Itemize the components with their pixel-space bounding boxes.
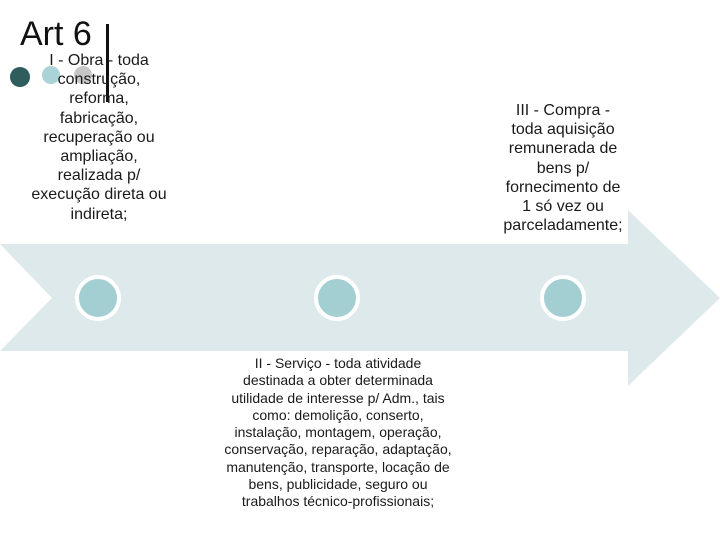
node-text-compra: III - Compra - toda aquisição remunerada de bens p/ fornecimento de 1 só vez ou parceladamente; bbox=[503, 102, 623, 235]
timeline-node-servico bbox=[316, 277, 358, 319]
node-text-servico: II - Serviço - toda atividade destinada a obter determinada utilidade de interesse p/ Adm., tais como: demolição, conserto, instalação, montagem, operação, conservação, reparação, adaptação, manutenção, transporte, locação de bens, publicidade, seguro ou trabalhos técnico-profissionais; bbox=[224, 355, 452, 510]
slide-title: Art 6 bbox=[20, 15, 92, 53]
timeline-node-compra bbox=[542, 277, 584, 319]
timeline-node-obra bbox=[77, 277, 119, 319]
node-text-obra: I - Obra - toda construção, reforma, fabricação, recuperação ou ampliação, realizada p/ execução direta ou indireta; bbox=[31, 52, 167, 223]
